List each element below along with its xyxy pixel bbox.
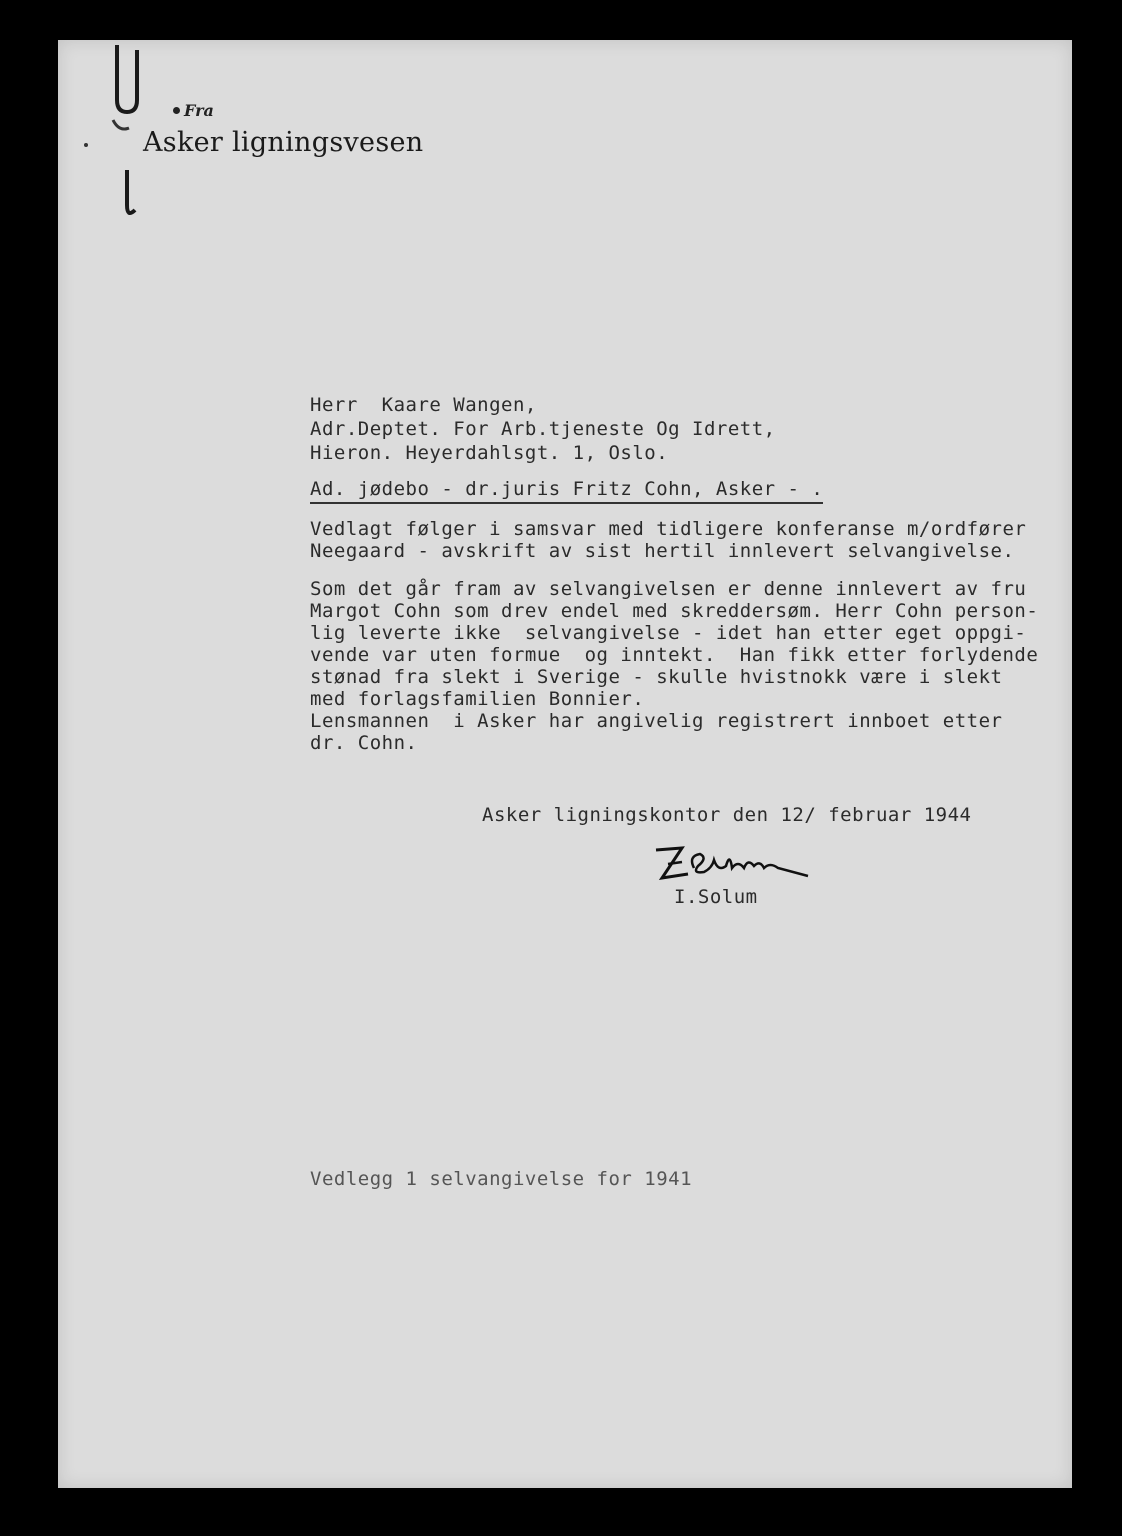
letterhead-bullet: [173, 107, 180, 114]
paragraph-2-line-4: vende var uten formue og inntekt. Han fikk etter forlydende: [310, 644, 1039, 666]
recipient-line-1: Herr Kaare Wangen,: [310, 394, 537, 416]
letterhead-from-label: Fra: [184, 101, 214, 120]
document-page: [58, 40, 1072, 1488]
paragraph-2-line-6: med forlagsfamilien Bonnier.: [310, 688, 645, 710]
place-and-date: Asker ligningskontor den 12/ februar 1944: [482, 804, 972, 826]
letterhead-office-name: Asker ligningsvesen: [143, 127, 424, 158]
recipient-line-3: Hieron. Heyerdahlsgt. 1, Oslo.: [310, 442, 669, 464]
paragraph-2-line-1: Som det går fram av selvangivelsen er denne innlevert av fru: [310, 578, 1027, 600]
paragraph-2-line-8: dr. Cohn.: [310, 732, 418, 754]
paragraph-1-line-2: Neegaard - avskrift av sist hertil innlevert selvangivelse.: [310, 540, 1015, 562]
signer-name: I.Solum: [674, 886, 758, 908]
paper-clip-icon: [105, 40, 145, 230]
paragraph-1-line-1: Vedlagt følger i samsvar med tidligere konferanse m/ordfører: [310, 518, 1027, 540]
paragraph-2-line-7: Lensmannen i Asker har angivelig registrert innboet etter: [310, 710, 1003, 732]
recipient-line-2: Adr.Deptet. For Arb.tjeneste Og Idrett,: [310, 418, 776, 440]
ink-mark: [84, 143, 88, 147]
paragraph-2-line-2: Margot Cohn som drev endel med skreddersøm. Herr Cohn person-: [310, 600, 1039, 622]
paragraph-2-line-5: stønad fra slekt i Sverige - skulle hvistnokk være i slekt: [310, 666, 1003, 688]
handwritten-signature: [648, 838, 818, 888]
subject-line: Ad. jødebo - dr.juris Fritz Cohn, Asker - .: [310, 478, 823, 504]
enclosure-note: Vedlegg 1 selvangivelse for 1941: [310, 1168, 693, 1190]
paragraph-2-line-3: lig leverte ikke selvangivelse - idet han etter eget oppgi-: [310, 622, 1027, 644]
